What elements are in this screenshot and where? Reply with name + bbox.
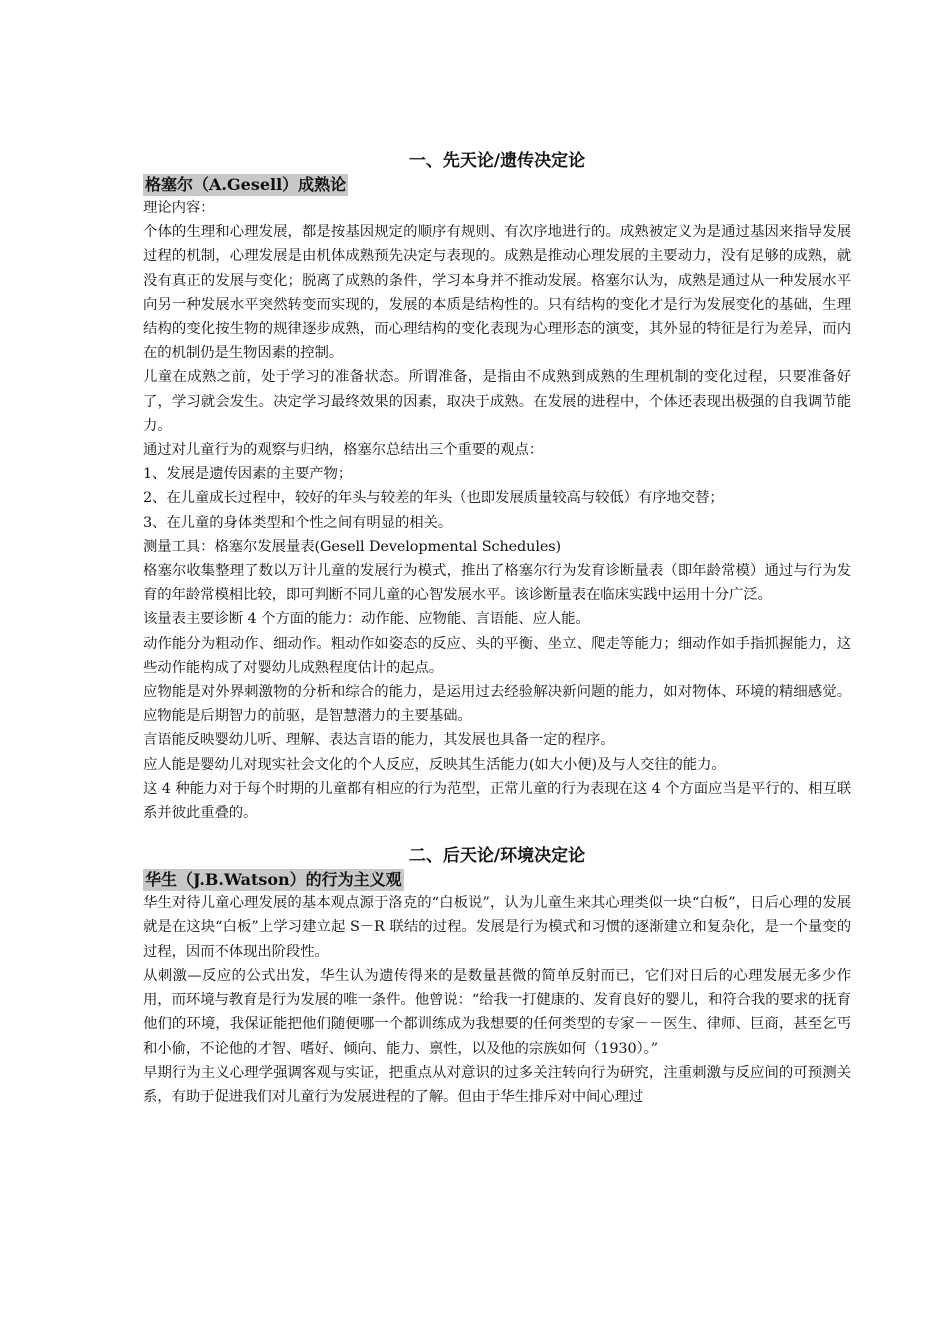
paragraph: 测量工具：格塞尔发展量表(Gesell Developmental Schedules) <box>143 538 562 555</box>
subhead-watson-wrap <box>143 869 851 891</box>
paragraph: 动作能分为粗动作、细动作。粗动作如姿态的反应、头的平衡、坐立、爬走等能力；细动作如手指抓握能力，这些动作能构成了对婴幼儿成熟程度估计的起点。 <box>143 635 851 676</box>
paragraph: 儿童在成熟之前，处于学习的准备状态。所谓准备，是指由不成熟到成熟的生理机制的变化过程，只要准备好了，学习就会发生。决定学习最终效果的因素，取决于成熟。在发展的进程中，个体还表现出极强的自我调节能力。 <box>143 369 851 434</box>
section-title-nativism: 一、先天论/遗传决定论 <box>408 151 586 171</box>
paragraph: 应人能是婴幼儿对现实社会文化的个人反应，反映其生活能力(如大小便)及与人交往的能力。 <box>143 756 726 773</box>
subhead-gesell-wrap <box>143 174 851 196</box>
section-spacer <box>143 825 851 843</box>
paragraph: 个体的生理和心理发展，都是按基因规定的顺序有规则、有次序地进行的。成熟被定义为是通过基因来指导发展过程的机制，心理发展是由机体成熟预先决定与表现的。成熟是推动心理发展的主要动力，没有足够的成熟，就没有真正的发展与变化；脱离了成熟的条件，学习本身并不推动发展。格塞尔认为，成熟是通过从一种发展水平向另一种发展水平突然转变而实现的，发展的本质是结构性的。只有结构的变化才是行为发展变化的基础，生理结构的变化按生物的规律逐步成熟，而心理结构的变化表现为心理形态的演变，其外显的特征是行为差异，而内在的机制仍是生物因素的控制。 <box>143 224 851 362</box>
paragraph: 格塞尔收集整理了数以万计儿童的发展行为模式，推出了格塞尔行为发育诊断量表（即年龄常模）通过与行为发育的年龄常模相比较，即可判断不同儿童的心智发展水平。该诊断量表在临床实践中运用十分广泛。 <box>143 563 851 604</box>
paragraph: 华生对待儿童心理发展的基本观点源于洛克的“白板说”，认为儿童生来其心理类似一块“白板”，日后心理的发展就是在这块“白板”上学习建立起 S－R 联结的过程。发展是行为模式和习惯的逐渐建立和复杂化，是一个量变的过程，因而不体现出阶段性。 <box>143 895 851 960</box>
paragraph: 这 4 种能力对于每个时期的儿童都有相应的行为范型，正常儿童的行为表现在这 4 个方面应当是平行的、相互联系并彼此重叠的。 <box>143 780 851 822</box>
paragraph: 言语能反映婴幼儿听、理解、表达言语的能力，其发展也具备一定的程序。 <box>143 732 615 749</box>
paragraph: 该量表主要诊断 4 个方面的能力：动作能、应物能、言语能、应人能。 <box>143 611 590 628</box>
section-title-environmentalism: 二、后天论/环境决定论 <box>408 846 586 867</box>
list-item: 2、在儿童成长过程中，较好的年头与较差的年头（也即发展质量较高与较低）有序地交替； <box>143 490 724 507</box>
list-item: 1、发展是遗传因素的主要产物； <box>143 466 353 483</box>
paragraph: 从刺激—反应的公式出发，华生认为遗传得来的是数量甚微的简单反射而已，它们对日后的心理发展无多少作用，而环境与教育是行为发展的唯一条件。他曾说：“给我一打健康的、发育良好的婴儿，和符合我的要求的抚育他们的环境，我保证能把他们随便哪一个都训练成为我想要的任何类型的专家－－医生、律师、巨商，甚至乞丐和小偷，不论他的才智、嗜好、倾向、能力、禀性，以及他的宗族如何（1930）。” <box>143 967 851 1057</box>
paragraph: 早期行为主义心理学强调客观与实证，把重点从对意识的过多关注转向行为研究，注重刺激与反应间的可预测关系，有助于促进我们对儿童行为发展进程的了解。但由于华生排斥对中间心理过 <box>143 1064 851 1105</box>
subhead-gesell: 格塞尔（A.Gesell）成熟论 <box>145 175 347 194</box>
document-page <box>143 148 851 1109</box>
paragraph: 通过对儿童行为的观察与归纳，格塞尔总结出三个重要的观点： <box>143 442 544 459</box>
paragraph: 应物能是对外界刺激物的分析和综合的能力，是运用过去经验解决新问题的能力，如对物体、环境的精细感觉。应物能是后期智力的前驱，是智慧潜力的主要基础。 <box>143 684 851 725</box>
paragraph: 理论内容： <box>143 200 215 216</box>
list-item: 3、在儿童的身体类型和个性之间有明显的相关。 <box>143 514 453 531</box>
subhead-watson: 华生（J.B.Watson）的行为主义观 <box>145 870 402 890</box>
